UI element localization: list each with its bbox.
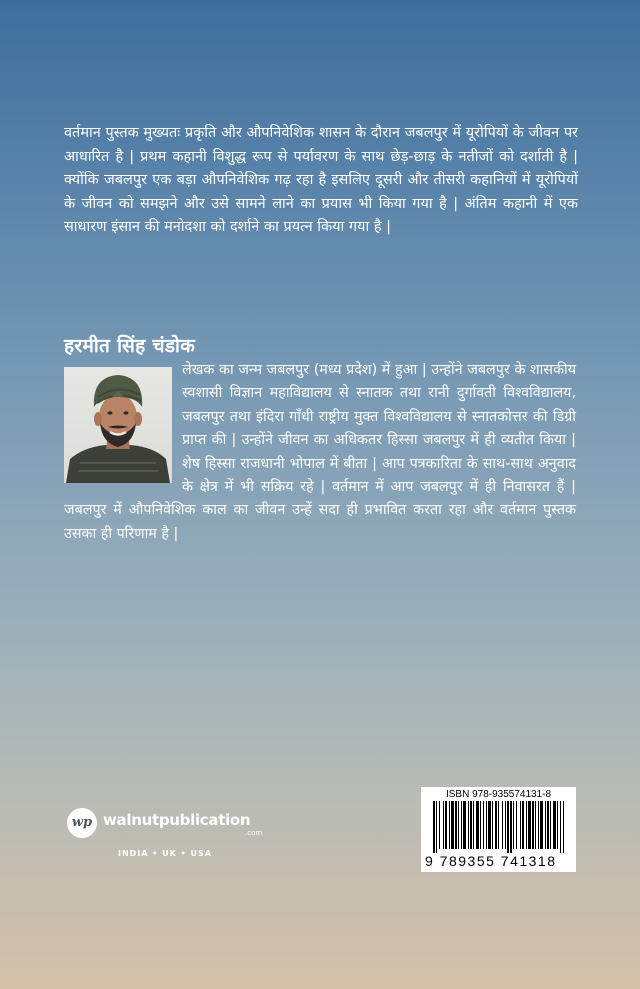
barcode-bar: [557, 801, 558, 849]
publisher-logo[interactable]: [67, 808, 277, 868]
barcode-bar: [563, 801, 564, 853]
publisher-regions: INDIA • UK • USA: [118, 849, 212, 858]
barcode-digits: 9 789355 741318: [425, 853, 557, 869]
publisher-domain-suffix: .com: [245, 829, 263, 837]
barcode-bar: [550, 801, 551, 849]
barcode-bar: [443, 801, 444, 849]
barcode-bar: [449, 801, 450, 849]
barcode-bar: [488, 801, 491, 849]
barcode-bar: [455, 801, 457, 849]
book-synopsis: वर्तमान पुस्तक मुख्यतः प्रकृति और औपनिवेशिक शासन के दौरान जबलपुर में यूरोपियों के जीवन पर आधारित है | प्रथम कहानी विशुद्ध रूप से पर्यावरण के साथ छेड़-छाड़ के नतीजों को दर्शाती है | क्योंकि जबलपुर एक बड़ा औपनिवेशिक गढ़ रहा है इसलिए दूसरी और तीसरी कहानियों में यूरोपियों के जीवन को समझने और उसे सामने लाने का प्रयास भी किया गया है | अंतिम कहानी में एक साधारण इंसान की मनोदशा को दर्शाने का प्रयत्न किया गया है |: [64, 125, 578, 236]
barcode-bar: [436, 801, 437, 853]
author-photo: [64, 367, 172, 483]
isbn-label: ISBN 978-935574131-8: [445, 789, 552, 800]
barcode-bars: [425, 801, 572, 853]
barcode-bar: [502, 801, 503, 849]
barcode-bar: [468, 801, 469, 849]
barcode-bar: [507, 801, 509, 853]
barcode-bar: [545, 801, 546, 849]
barcode-bar: [458, 801, 459, 849]
barcode-bar: [486, 801, 487, 849]
author-name: हरमीत सिंह चंडोक: [64, 335, 196, 357]
barcode-bar: [513, 801, 514, 849]
barcode-bar: [483, 801, 484, 849]
barcode-bar: [470, 801, 472, 849]
barcode-bar: [532, 801, 534, 849]
isbn-barcode: [421, 787, 576, 872]
barcode-bar: [433, 801, 435, 853]
barcode-bar: [451, 801, 454, 849]
barcode-bar: [476, 801, 479, 849]
barcode-bar: [516, 801, 517, 849]
barcode-bar: [463, 801, 466, 849]
barcode-bar: [560, 801, 561, 853]
barcode-bar: [510, 801, 512, 853]
walnut-logo-icon: wp: [67, 808, 97, 838]
barcode-bar: [553, 801, 556, 849]
barcode-bar: [480, 801, 481, 849]
barcode-bar: [547, 801, 549, 849]
author-portrait-icon: [64, 367, 172, 483]
author-section: [64, 359, 576, 546]
barcode-bar: [461, 801, 462, 849]
barcode-bar: [498, 801, 499, 849]
publisher-name: walnutpublication: [103, 811, 251, 829]
barcode-bar: [535, 801, 536, 849]
barcode-bar: [492, 801, 493, 849]
barcode-bar: [522, 801, 524, 849]
barcode-bar: [520, 801, 521, 849]
barcode-bar: [505, 801, 506, 849]
barcode-bar: [439, 801, 440, 849]
barcode-bar: [495, 801, 497, 849]
barcode-bar: [528, 801, 531, 849]
barcode-bar: [540, 801, 543, 849]
barcode-bar: [538, 801, 539, 849]
author-bio: लेखक का जन्म जबलपुर (मध्य प्रदेश) में हुआ | उन्होंने जबलपुर के शासकीय स्वशासी विज्ञान महाविद्यालय से स्नातक तथा रानी दुर्गावती विश्वविद्यालय, जबलपुर तथा इंदिरा गाँधी राष्ट्रीय मुक्त विश्वविद्यालय से स्नातकोत्तर की डिग्री प्राप्त की | उन्होंने जीवन का अधिकतर हिस्सा जबलपुर में ही व्यतीत किया | शेष हिस्सा राजधानी भोपाल में बीता | आप पत्रकारिता के साथ-साथ अनुवाद के क्षेत्र में भी सक्रिय रहे | वर्तमान में आप जबलपुर में ही निवासरत हैं | जबलपुर में औपनिवेशिक काल का जीवन उन्हें सदा ही प्रभावित करता रहा और वर्तमान पुस्तक उसका ही परिणाम है |: [64, 362, 576, 542]
barcode-bar: [445, 801, 447, 849]
barcode-bar: [526, 801, 527, 849]
barcode-bar: [473, 801, 474, 849]
